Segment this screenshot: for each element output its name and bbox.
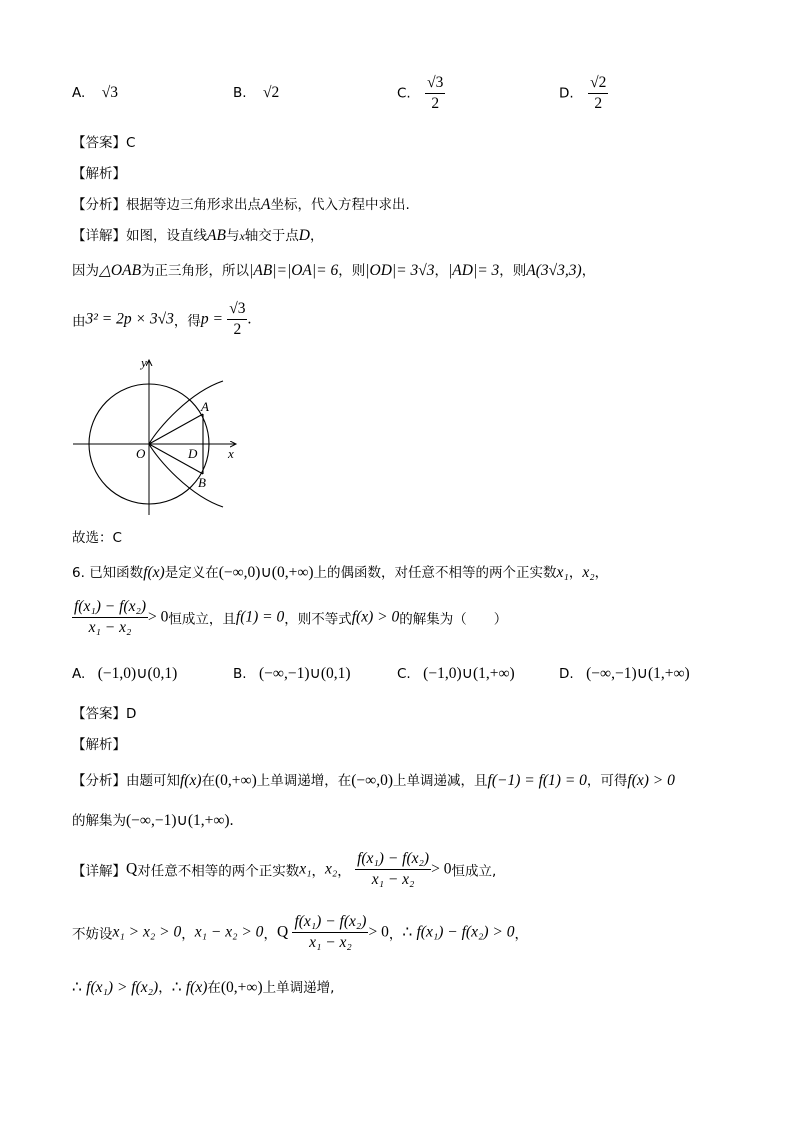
equation: 3² = 2p × 3√3 [85, 310, 174, 328]
q6-detail-line-3 [72, 976, 334, 997]
detail-text: ， [309, 228, 324, 244]
inequality: f(x) > 0 [351, 608, 400, 626]
answer-value: D [126, 706, 137, 722]
text: ， [311, 863, 325, 880]
equation: f(−1) = f(1) = 0 [487, 772, 587, 789]
q6-option-d [559, 664, 690, 683]
inequality: > 0 [368, 923, 389, 941]
therefore-symbol: ∴ [72, 979, 82, 996]
var-x1: x₁ [299, 860, 312, 878]
q6-option-c [397, 664, 515, 683]
fenxi-text: 根据等边三角形求出点 [126, 197, 261, 213]
triangle-oab: △OAB [99, 262, 142, 279]
option-label: C. [397, 666, 411, 682]
text: 因为 [72, 263, 99, 279]
text: ，得 [173, 313, 201, 330]
q5-line-3 [72, 300, 251, 339]
x-axis-var: x [239, 229, 245, 243]
text: 上的偶函数，对任意不相等的两个正实数 [313, 565, 557, 581]
fraction-numerator: f(x₁) − f(x₂) [292, 913, 368, 933]
detail-text: 与 [225, 228, 240, 244]
detail-text: 如图，设直线 [126, 228, 207, 244]
q6-answer [72, 702, 136, 722]
text: ， [388, 926, 403, 943]
fraction-denominator: 2 [594, 95, 603, 112]
label-o: O [136, 446, 146, 461]
p-var: p = [200, 310, 223, 328]
q5-conclusion: 故选：C [72, 530, 122, 546]
fraction-numerator: √2 [588, 74, 608, 94]
q5-fenxi [72, 193, 410, 214]
text: 为正三角形，所以 [141, 263, 250, 279]
option-label: D. [559, 666, 574, 682]
inequality: > 0 [148, 608, 169, 626]
line-ab: AB [207, 227, 226, 244]
option-label: A. [72, 666, 86, 682]
text: 的解集为（ ） [399, 611, 508, 628]
difference-quotient [292, 913, 368, 952]
segment-oa [149, 414, 203, 444]
option-label: B. [233, 666, 247, 682]
detail-tag: 【详解】 [72, 863, 126, 880]
inequality: f(x₁) − f(x₂) > 0 [416, 923, 515, 941]
fraction-denominator: x₁ − x₂ [88, 619, 132, 636]
option-fraction [588, 74, 608, 113]
equation: |AD|= 3 [448, 262, 500, 279]
q6-option-b [233, 664, 351, 683]
text: ， [434, 263, 449, 279]
fraction-denominator: x₁ − x₂ [371, 871, 415, 888]
difference-quotient [355, 850, 431, 889]
fraction-numerator: √3 [227, 300, 247, 320]
option-fraction [425, 74, 445, 113]
text: 由 [72, 313, 86, 330]
text: 不妨设 [72, 926, 113, 943]
option-label: D. [559, 85, 574, 102]
text: 上单调递增, [262, 980, 335, 996]
equation: f(1) = 0 [235, 608, 285, 626]
option-value: (−1,0)∪(1,+∞) [423, 665, 515, 682]
fraction-denominator: 2 [233, 321, 242, 338]
option-label: C. [397, 85, 411, 102]
fraction-numerator: f(x₁) − f(x₂) [72, 598, 148, 618]
solution-set: (−∞,−1)∪(1,+∞) [126, 812, 230, 829]
text: 恒成立, [451, 863, 497, 880]
label-x: x [228, 446, 234, 461]
text: 的解集为 [72, 813, 126, 829]
q5-option-b [233, 84, 279, 102]
text: ，则 [499, 263, 527, 279]
fraction-numerator: √3 [425, 74, 445, 94]
text: 由题可知 [126, 773, 180, 789]
text: ， [181, 926, 195, 943]
text: 上单调递增，在 [256, 773, 352, 789]
text: 在 [201, 773, 216, 789]
question-number: 6. [72, 565, 85, 581]
domain: (−∞,0)∪(0,+∞) [218, 564, 314, 581]
because-symbol: Q [126, 860, 138, 878]
q6-fenxi-line-1 [72, 769, 675, 790]
interval: (0,+∞) [215, 772, 257, 789]
q6-fenxi-line-2 [72, 809, 233, 830]
text: ，则不等式 [284, 611, 352, 628]
option-value: (−∞,−1)∪(1,+∞) [586, 665, 690, 682]
label-b: B [198, 475, 206, 490]
q6-analysis-tag: 【解析】 [72, 737, 126, 753]
therefore-symbol: ∴ [171, 979, 182, 996]
text: ， [263, 926, 277, 943]
q6-stem-line-2 [72, 598, 507, 637]
because-symbol: Q [276, 923, 289, 941]
parabola-circle-figure [60, 350, 250, 520]
q5-option-d [559, 74, 608, 113]
label-a: A [201, 399, 209, 414]
option-label: A. [72, 85, 86, 101]
text: 恒成立，且 [168, 611, 236, 628]
function-fx: f(x) [143, 564, 165, 581]
text: . [247, 310, 252, 328]
function-fx: f(x) [185, 979, 208, 996]
option-value: (−1,0)∪(0,1) [97, 665, 178, 682]
fenxi-text: 坐标，代入方程中求出. [270, 197, 410, 213]
equation: |AB|=|OA|= 6 [249, 262, 339, 279]
q5-option-a [72, 84, 118, 102]
inequality: f(x₁) > f(x₂) [86, 979, 159, 996]
point-a-coords: A(3√3,3) [526, 262, 582, 279]
fraction-denominator: x₁ − x₂ [309, 934, 352, 951]
q6-option-a [72, 664, 177, 683]
text: ， [514, 926, 528, 943]
q5-option-c [397, 74, 445, 113]
text: . [229, 812, 234, 829]
fraction-denominator: 2 [431, 95, 440, 112]
interval: (0,+∞) [220, 979, 263, 996]
therefore-symbol: ∴ [402, 924, 413, 941]
text: 是定义在 [164, 565, 219, 581]
q5-analysis-tag: 【解析】 [72, 166, 126, 182]
q6-detail-line-2 [72, 913, 528, 952]
text: ，可得 [586, 773, 628, 789]
fraction-numerator: f(x₁) − f(x₂) [355, 850, 431, 870]
text: ， [594, 565, 609, 581]
p-fraction [227, 300, 247, 339]
inequality: > 0 [431, 860, 452, 878]
text: ， [337, 863, 351, 880]
equation: |OD|= 3√3 [365, 262, 435, 279]
text: 在 [207, 980, 221, 996]
text: ， [568, 565, 583, 581]
interval: (−∞,0) [351, 772, 394, 789]
answer-tag: 【答案】 [72, 706, 126, 722]
inequality: x₁ > x₂ > 0 [112, 923, 182, 941]
q6-stem-line-1 [72, 561, 608, 582]
var-x1: x₁ [556, 564, 569, 581]
text: ，则 [338, 263, 366, 279]
text: ， [581, 263, 596, 279]
option-value: √2 [263, 84, 280, 101]
answer-tag: 【答案】 [72, 135, 126, 151]
q5-answer [72, 131, 135, 151]
point-d: D [298, 227, 310, 244]
var-x2: x₂ [582, 564, 595, 581]
fenxi-tag: 【分析】 [72, 773, 126, 789]
function-fx: f(x) [180, 772, 202, 789]
inequality: f(x) > 0 [627, 772, 675, 789]
label-y: y [141, 355, 147, 370]
label-d: D [188, 446, 198, 461]
text: 对任意不相等的两个正实数 [137, 863, 300, 880]
q6-detail-line-1 [72, 850, 496, 889]
text: ， [158, 980, 172, 996]
fenxi-tag: 【分析】 [72, 197, 126, 213]
var-x2: x₂ [324, 860, 338, 878]
q5-line-2 [72, 259, 595, 280]
q5-detail [72, 224, 323, 245]
answer-value: C [126, 135, 136, 151]
inequality: x₁ − x₂ > 0 [194, 923, 264, 941]
point-a: A [261, 196, 271, 213]
option-value: (−∞,−1)∪(0,1) [259, 665, 351, 682]
detail-tag: 【详解】 [72, 228, 126, 244]
text: 上单调递减，且 [393, 773, 488, 789]
difference-quotient [72, 598, 148, 637]
detail-text: 轴交于点 [244, 228, 299, 244]
text: 已知函数 [89, 565, 144, 581]
option-value: √3 [101, 84, 119, 101]
option-label: B. [233, 85, 247, 101]
